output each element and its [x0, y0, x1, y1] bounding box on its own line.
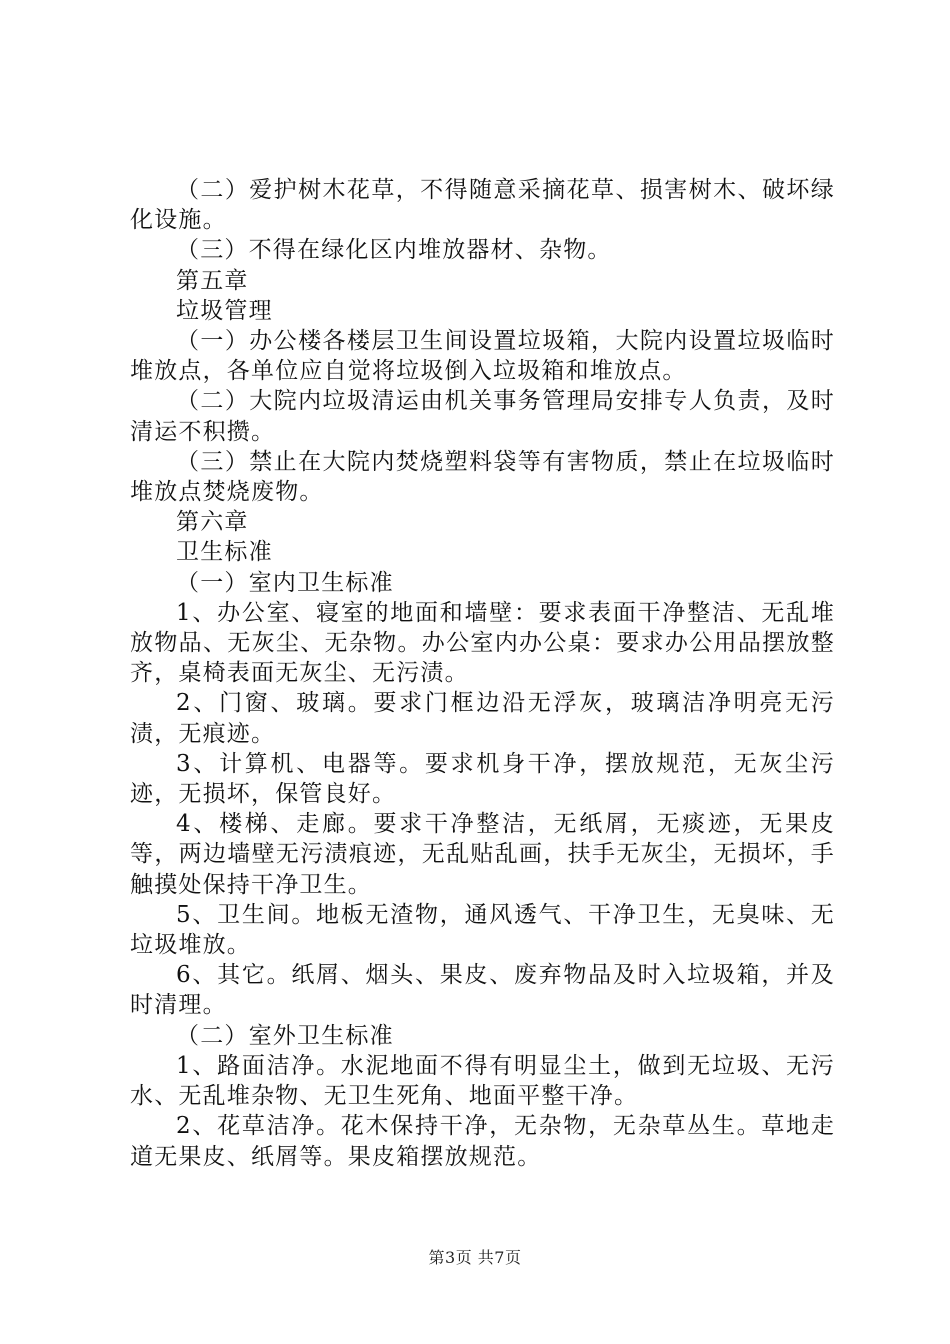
paragraph: 5、卫生间。地板无渣物，通风透气、干净卫生，无臭味、无垃圾堆放。 — [130, 901, 835, 959]
paragraph: （二）爱护树木花草，不得随意采摘花草、损害树木、破坏绿化设施。 — [130, 177, 835, 234]
paragraph: （三）不得在绿化区内堆放器材、杂物。 — [176, 237, 612, 264]
chapter-number: 第五章 — [176, 267, 249, 294]
chapter-title: 垃圾管理 — [176, 297, 273, 324]
section-heading: （二）室外卫生标准 — [176, 1022, 394, 1049]
chapter-number: 第六章 — [176, 509, 249, 536]
paragraph: （二）大院内垃圾清运由机关事务管理局安排专人负责，及时清运不积攒。 — [130, 388, 835, 445]
paragraph: （一）办公楼各楼层卫生间设置垃圾箱，大院内设置垃圾临时堆放点，各单位应自觉将垃圾倒入垃圾箱和堆放点。 — [130, 328, 835, 385]
document-body — [130, 175, 835, 1172]
paragraph: 1、路面洁净。水泥地面不得有明显尘土，做到无垃圾、无污水、无乱堆杂物、无卫生死角、地面平整干净。 — [130, 1052, 835, 1110]
paragraph: 1、办公室、寝室的地面和墙壁：要求表面干净整洁、无乱堆放物品、无灰尘、无杂物。办公室内办公桌：要求办公用品摆放整齐，桌椅表面无灰尘、无污渍。 — [130, 599, 835, 687]
paragraph: （三）禁止在大院内焚烧塑料袋等有害物质，禁止在垃圾临时堆放点焚烧废物。 — [130, 448, 835, 506]
page-number: 第3页 共7页 — [428, 1248, 522, 1267]
paragraph: 2、花草洁净。花木保持干净，无杂物，无杂草丛生。草地走道无果皮、纸屑等。果皮箱摆放规范。 — [130, 1113, 835, 1170]
paragraph: 2、门窗、玻璃。要求门框边沿无浮灰，玻璃洁净明亮无污渍，无痕迹。 — [130, 690, 835, 747]
paragraph: 3、计算机、电器等。要求机身干净，摆放规范，无灰尘污迹，无损坏，保管良好。 — [130, 750, 835, 808]
section-heading: （一）室内卫生标准 — [176, 569, 394, 596]
page-footer — [0, 1245, 950, 1268]
paragraph: 4、楼梯、走廊。要求干净整洁，无纸屑，无痰迹，无果皮等，两边墙壁无污渍痕迹，无乱贴乱画，扶手无灰尘，无损坏，手触摸处保持干净卫生。 — [130, 811, 835, 898]
chapter-title: 卫生标准 — [176, 539, 273, 566]
paragraph: 6、其它。纸屑、烟头、果皮、废弃物品及时入垃圾箱，并及时清理。 — [130, 962, 835, 1019]
